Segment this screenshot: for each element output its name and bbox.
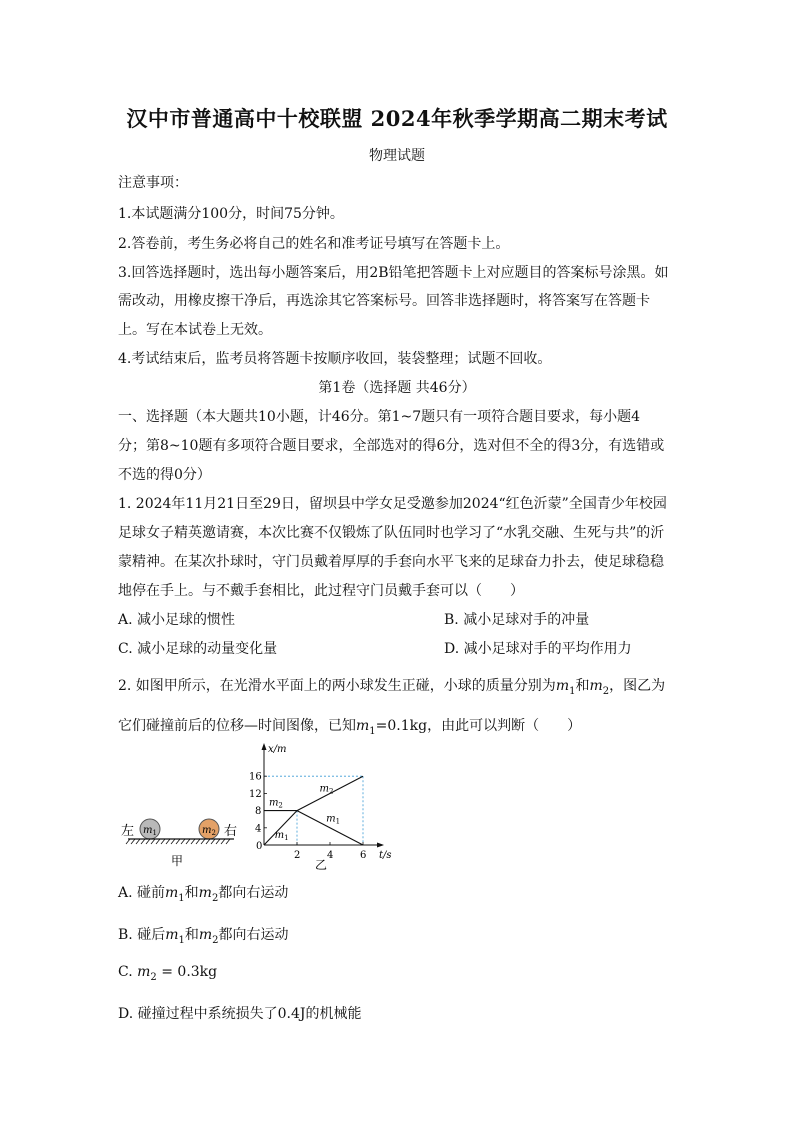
figure-jia <box>116 808 242 870</box>
notes-heading: 注意事项： <box>118 175 188 191</box>
q2-m1-symbol: $m_1$ <box>356 718 376 737</box>
q2-option-c: C. $m_2 = 0.3kg$ <box>118 964 218 983</box>
q2-text-1a: 2. 如图甲所示，在光滑水平面上的两小球发生正碰，小球的质量分别为 <box>118 678 556 694</box>
x-tick-label: 4 <box>327 850 334 861</box>
q1-line-2: 足球女子精英邀请赛，本次比赛不仅锻炼了队伍同时也学习了“水乳交融、生死与共”的沂 <box>118 525 665 541</box>
note-item-2: 2.答卷前，考生务必将自己的姓名和准考证号填写在答题卡上。 <box>118 236 510 252</box>
series-label-m2: $m_2$ <box>268 797 283 810</box>
ground-hatch <box>126 839 230 844</box>
q2-text-1b: 和 <box>575 678 590 694</box>
q2-m1-symbol: $m_1$ <box>555 678 576 697</box>
y-axis-arrow <box>262 743 267 750</box>
q2-option-b: B. 碰后$m_1$和$m_2$都向右运动 <box>118 927 289 946</box>
x-tick-label: 6 <box>360 850 367 861</box>
q2-option-a: A. 碰前$m_1$和$m_2$都向右运动 <box>118 885 289 904</box>
y-tick-label: 16 <box>249 771 262 783</box>
section-instructions-2: 分；第8~10题有多项符合题目要求，全部选对的得6分，选对但不全的得3分，有选错或 <box>118 438 665 454</box>
q2-line-2 <box>118 715 581 737</box>
origin-label: 0 <box>256 841 263 852</box>
y-axis-label: x/m <box>268 744 287 755</box>
q2-line-1 <box>118 675 665 697</box>
y-tick-label: 12 <box>249 788 262 800</box>
q2-option-d: D. 碰撞过程中系统损失了0.4J的机械能 <box>118 1006 362 1022</box>
q1-line-1: 1. 2024年11月21日至29日，留坝县中学女足受邀参加2024“红色沂蒙”全国青少年校园 <box>118 496 667 512</box>
x-tick-label: 2 <box>294 850 301 861</box>
note-item-1: 1.本试题满分100分，时间75分钟。 <box>118 206 344 222</box>
q2-text-1c: ，图乙为 <box>609 678 666 694</box>
y-tick-label: 8 <box>255 806 262 818</box>
section-instructions-3: 不选的得0分） <box>118 467 211 483</box>
q2-m2-symbol: $m_2$ <box>589 678 610 697</box>
series-label-m2: $m_2$ <box>319 783 334 796</box>
note-item-3: 3.回答选择题时，选出每小题答案后，用2B铅笔把答题卡上对应题目的答案标号涂黑。如 <box>118 265 669 281</box>
figure-jia-caption: 甲 <box>171 854 184 868</box>
note-item-3-end: 上。写在本试卷上无效。 <box>118 322 272 338</box>
chart-caption: 乙 <box>315 858 328 870</box>
left-label: 左 <box>121 824 135 839</box>
q1-option-c: C. 减小足球的动量变化量 <box>118 641 278 657</box>
y-tick-label: 4 <box>255 823 262 835</box>
q1-option-b: B. 减小足球对手的冲量 <box>444 612 590 628</box>
ball-m2-label: $m_2$ <box>202 825 216 837</box>
q1-line-4: 地停在手上。与不戴手套相比，此过程守门员戴手套可以（ ） <box>118 583 524 599</box>
series-label-m1: $m_1$ <box>326 813 341 826</box>
note-item-3-cont: 需改动，用橡皮擦干净后，再选涂其它答案标号。回答非选择题时，将答案写在答题卡 <box>118 293 650 309</box>
note-item-4: 4.考试结束后，监考员将答题卡按顺序收回，装袋整理；试题不回收。 <box>118 351 552 367</box>
q1-option-a: A. 减小足球的惯性 <box>118 612 236 628</box>
x-axis-label: t/s <box>379 850 392 861</box>
q1-option-d: D. 减小足球对手的平均作用力 <box>444 641 632 657</box>
series-label-m1: $m_1$ <box>274 830 289 843</box>
ball-m1-label: $m_1$ <box>143 825 157 837</box>
q1-line-3: 蒙精神。在某次扑球时，守门员戴着厚厚的手套向水平飞来的足球奋力扑去，使足球稳稳 <box>118 554 664 570</box>
figure-yi-chart <box>242 740 402 870</box>
right-label: 右 <box>224 824 238 839</box>
exam-subject: 物理试题 <box>369 148 425 164</box>
x-axis-arrow <box>377 843 384 848</box>
exam-title: 汉中市普通高中十校联盟 2024年秋季学期高二期末考试 <box>126 106 668 131</box>
section-heading: 第1卷（选择题 共46分） <box>318 380 476 396</box>
q2-text-2b: =0.1kg，由此可以判断（ ） <box>375 718 582 734</box>
q2-text-2a: 它们碰撞前后的位移—时间图像，已知 <box>118 718 356 734</box>
section-instructions-1: 一、选择题（本大题共10小题，计46分。第1~7题只有一项符合题目要求，每小题4 <box>118 409 641 425</box>
